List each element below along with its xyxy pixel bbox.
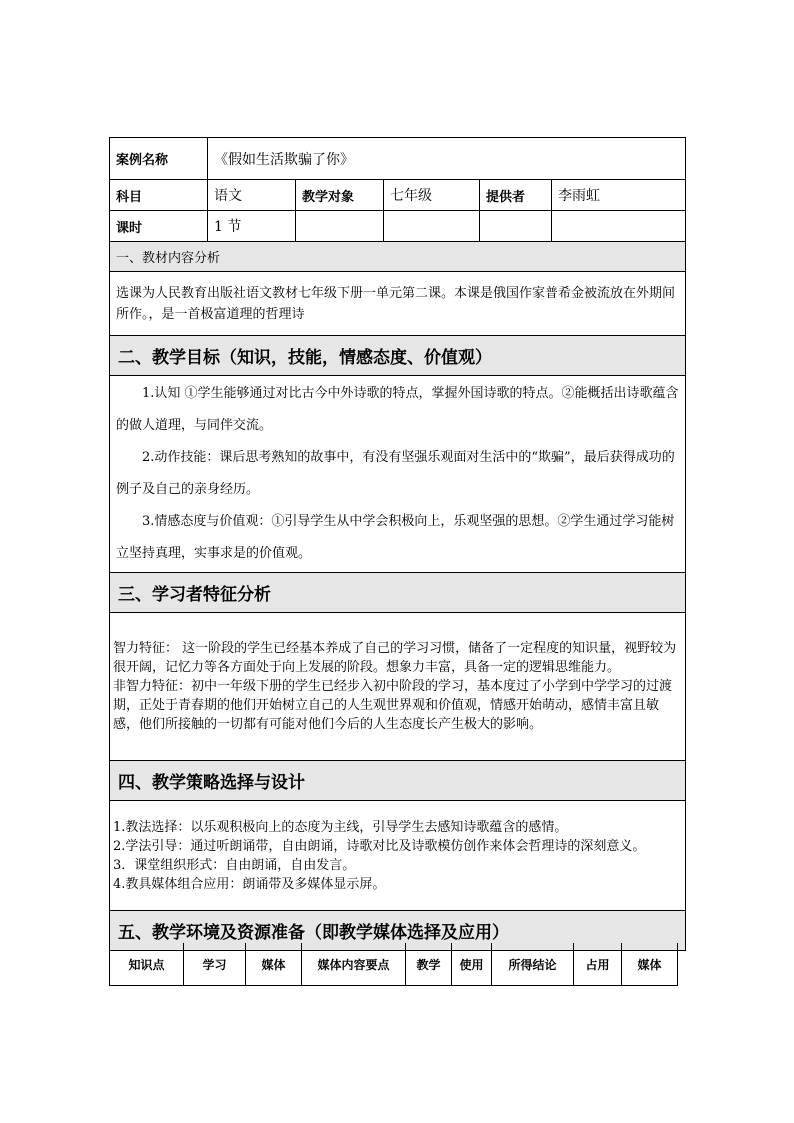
empty-cell — [296, 211, 384, 242]
audience-value: 七年级 — [384, 180, 480, 211]
media-table — [109, 943, 678, 986]
case-name-row — [110, 138, 686, 180]
media-table-wrapper — [109, 943, 677, 986]
learner-trait-paragraph: 非智力特征：初中一年级下册的学生已经步入初中阶段的学习，基本度过了小学到中学学习的过渡期，正处于青春期的他们开始树立自己的人生观世界观和价值观，情感开始萌动，感情丰富且敏感，他们所接触的一切都有可能对他们今后的人生态度长产生极大的影响。 — [113, 679, 673, 732]
hours-row — [110, 211, 686, 242]
lesson-plan-table — [109, 137, 686, 951]
col-header-occupy: 占用 — [574, 943, 622, 986]
strategy-item: 1.教法选择：以乐观积极向上的态度为主线，引导学生去感知诗歌蕴含的感情。 — [113, 819, 568, 835]
section2-header-row — [110, 336, 686, 376]
section4-body-row — [110, 801, 686, 911]
empty-cell — [480, 211, 552, 242]
col-header-media-content: 媒体内容要点 — [302, 943, 406, 986]
section4-body — [110, 801, 686, 911]
col-header-learning: 学习 — [184, 943, 246, 986]
provider-value: 李雨虹 — [552, 180, 686, 211]
lesson-plan-document — [109, 137, 685, 951]
learner-trait-paragraph: 智力特征： 这一阶段的学生已经基本养成了自己的学习习惯，储备了一定程度的知识量，视野较为很开阔，记忆力等各方面处于向上发展的阶段。想象力丰富，具备一定的逻辑思维能力。 — [113, 641, 677, 675]
goal-item: 3.情感态度与价值观：①引导学生从中学会积极向上，乐观坚强的思想。②学生通过学习能树立坚持真理，实事求是的价值观。 — [116, 514, 675, 561]
section1-title: 一、教材内容分析 — [110, 242, 686, 272]
col-header-media-2: 媒体 — [622, 943, 678, 986]
section3-body-row — [110, 613, 686, 761]
audience-label: 教学对象 — [296, 180, 384, 211]
section3-body — [110, 613, 686, 761]
subject-label: 科目 — [110, 180, 208, 211]
section5-title: 五、教学环境及资源准备（即教学媒体选择及应用） — [110, 911, 686, 951]
case-name-label: 案例名称 — [110, 138, 208, 180]
section2-body — [110, 376, 686, 573]
hours-value: 1 节 — [208, 211, 296, 242]
section3-title: 三、学习者特征分析 — [110, 573, 686, 613]
case-name-value: 《假如生活欺骗了你》 — [208, 138, 686, 180]
empty-cell — [552, 211, 686, 242]
hours-label: 课时 — [110, 211, 208, 242]
col-header-teaching: 教学 — [406, 943, 452, 986]
goal-item: 2.动作技能：课后思考熟知的故事中，有没有坚强乐观面对生活中的“欺骗”，最后获得成功的例子及自己的亲身经历。 — [116, 450, 675, 497]
strategy-item: 3．课堂组织形式：自由朗诵，自由发言。 — [113, 857, 356, 873]
section1-body: 选课为人民教育出版社语文教材七年级下册一单元第二课。本课是俄国作家普希金被流放在外期间所作。，是一首极富道理的哲理诗 — [110, 272, 686, 336]
section1-body-row — [110, 272, 686, 336]
col-header-conclusion: 所得结论 — [492, 943, 574, 986]
meta-row — [110, 180, 686, 211]
section4-header-row — [110, 761, 686, 801]
col-header-media: 媒体 — [246, 943, 302, 986]
strategy-item: 4.教具媒体组合应用：朗诵带及多媒体显示屏。 — [113, 876, 386, 892]
section2-body-row — [110, 376, 686, 573]
section4-title: 四、教学策略选择与设计 — [110, 761, 686, 801]
subject-value: 语文 — [208, 180, 296, 211]
provider-label: 提供者 — [480, 180, 552, 211]
goal-item: 1.认知 ①学生能够通过对比古今中外诗歌的特点，掌握外国诗歌的特点。②能概括出诗歌蕴含的做人道理，与同伴交流。 — [116, 386, 679, 433]
empty-cell — [384, 211, 480, 242]
col-header-knowledge: 知识点 — [110, 943, 184, 986]
section3-header-row — [110, 573, 686, 613]
section1-header-row — [110, 242, 686, 272]
section2-title: 二、教学目标（知识，技能，情感态度、价值观） — [110, 336, 686, 376]
col-header-usage: 使用 — [452, 943, 492, 986]
strategy-item: 2.学法引导：通过听朗诵带，自由朗诵，诗歌对比及诗歌模仿创作来体会哲理诗的深刻意义。 — [113, 838, 646, 854]
media-table-header-row — [110, 943, 678, 986]
